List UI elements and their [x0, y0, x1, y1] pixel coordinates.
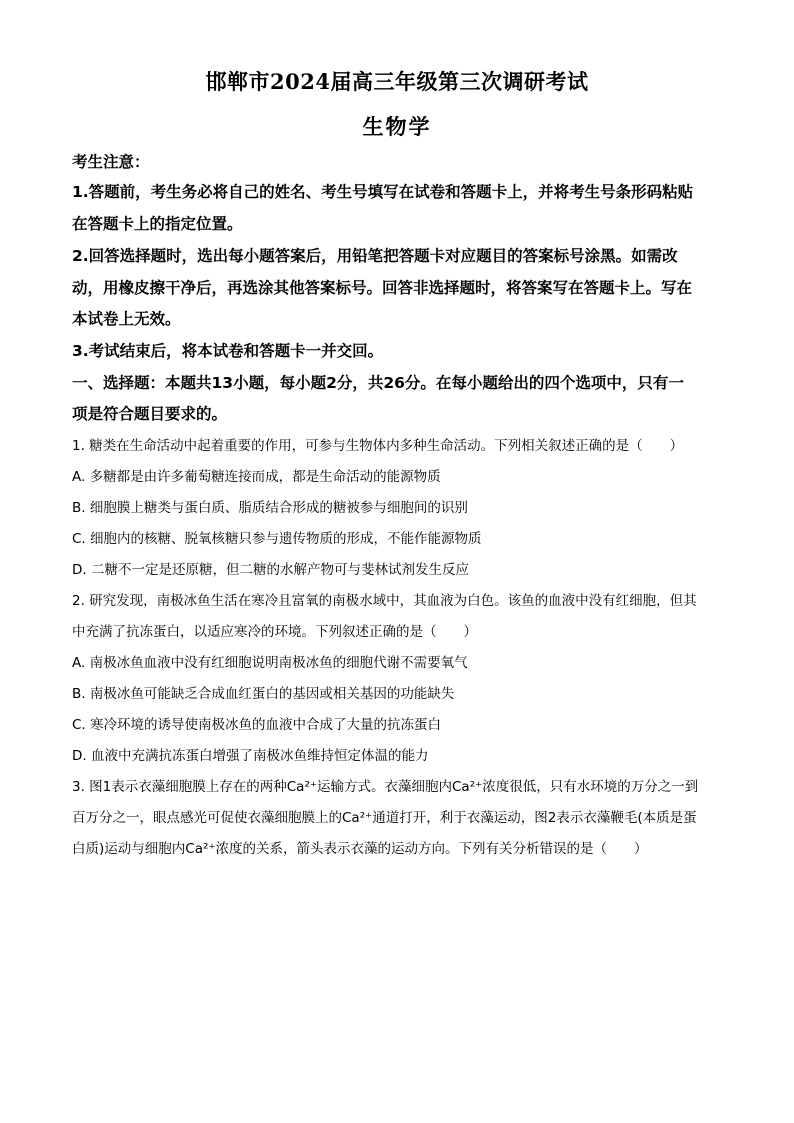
- option-c: C. 细胞内的核糖、脱氧核糖只参与遗传物质的形成，不能作能源物质: [72, 531, 482, 547]
- notice-line: 在答题卡上的指定位置。: [72, 215, 243, 233]
- notice-line: 动，用橡皮擦干净后，再选涂其他答案标号。回答非选择题时，将答案写在答题卡上。写在: [72, 279, 693, 297]
- option-b: B. 细胞膜上糖类与蛋白质、脂质结合形成的糖被参与细胞间的识别: [72, 500, 468, 516]
- question-stem: 白质)运动与细胞内Ca²⁺浓度的关系，箭头表示衣藻的运动方向。下列有关分析错误的是（ ）: [72, 841, 648, 857]
- question-stem: 2. 研究发现，南极冰鱼生活在寒冷且富氧的南极水域中，其血液为白色。该鱼的血液中没有红细胞，但其: [72, 593, 697, 609]
- option-a: A. 多糖都是由许多葡萄糖连接而成，都是生命活动的能源物质: [72, 469, 441, 485]
- notice-heading: 考生注意：: [72, 153, 150, 171]
- notice-line: 2.回答选择题时，选出每小题答案后，用铅笔把答题卡对应题目的答案标号涂黑。如需改: [72, 247, 678, 265]
- subject-title: 生物学: [362, 114, 432, 139]
- question-stem: 中充满了抗冻蛋白，以适应寒冷的环境。下列叙述正确的是（ ）: [72, 624, 477, 640]
- section-heading: 项是符合题目要求的。: [72, 405, 228, 423]
- notice-line: 1.答题前，考生务必将自己的姓名、考生号填写在试卷和答题卡上，并将考生号条形码粘贴: [72, 183, 694, 201]
- option-b: B. 南极冰鱼可能缺乏合成血红蛋白的基因或相关基因的功能缺失: [72, 686, 455, 702]
- exam-title: 邯郸市2024届高三年级第三次调研考试: [205, 69, 589, 94]
- option-d: D. 血液中充满抗冻蛋白增强了南极冰鱼维持恒定体温的能力: [72, 748, 429, 764]
- option-d: D. 二糖不一定是还原糖，但二糖的水解产物可与斐林试剂发生反应: [72, 562, 469, 578]
- section-heading: 一、选择题：本题共13小题，每小题2分，共26分。在每小题给出的四个选项中，只有一: [72, 374, 684, 392]
- option-c: C. 寒冷环境的诱导使南极冰鱼的血液中合成了大量的抗冻蛋白: [72, 717, 442, 733]
- option-a: A. 南极冰鱼血液中没有红细胞说明南极冰鱼的细胞代谢不需要氧气: [72, 655, 468, 671]
- question-stem: 3. 图1表示衣藻细胞膜上存在的两种Ca²⁺运输方式。衣藻细胞内Ca²⁺浓度很低，只有水环境的万分之一到: [72, 779, 699, 795]
- notice-line: 本试卷上无效。: [72, 310, 181, 328]
- question-stem: 1. 糖类在生命活动中起着重要的作用，可参与生物体内多种生命活动。下列相关叙述正确的是（ ）: [72, 438, 684, 454]
- question-stem: 百万分之一，眼点感光可促使衣藻细胞膜上的Ca²⁺通道打开，利于衣藻运动，图2表示衣藻鞭毛(本质是蛋: [72, 810, 697, 826]
- notice-line: 3.考试结束后，将本试卷和答题卡一并交回。: [72, 342, 384, 360]
